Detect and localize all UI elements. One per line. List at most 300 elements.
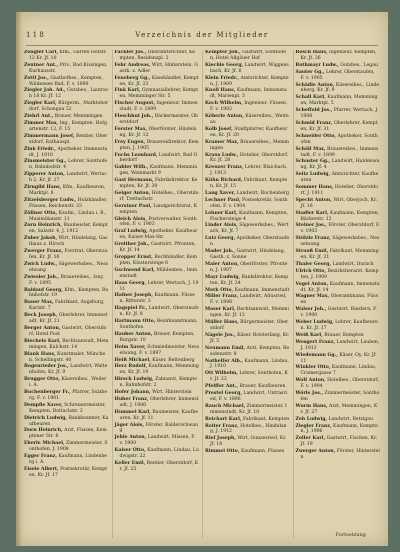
member-entry (115, 377, 200, 389)
member-details: Gastwirt, Pfronten, Kr. Jf. 14 (119, 242, 196, 254)
member-entry (115, 390, 200, 396)
member-entry (24, 114, 109, 120)
member-details: Kaufmann, Kempten, Fischersteige 4 (210, 210, 289, 222)
member-name: Lang Xaver, (205, 190, 236, 196)
member-entry (205, 359, 290, 371)
member-entry (24, 147, 109, 159)
member-details: Oberlehrer, Immenstadt, Kr. Jf. 21 (29, 313, 108, 325)
member-details: Käser, Rettenberg (152, 357, 195, 363)
member-entry (115, 242, 200, 254)
member-entry (24, 467, 109, 479)
member-name: Stadler Karl, (295, 210, 329, 216)
member-entry (115, 306, 200, 318)
member-name: Biechele Karl, (24, 338, 61, 344)
member-entry (296, 185, 381, 197)
member-entry (115, 76, 200, 88)
member-name: Schneider Otto, (295, 133, 337, 139)
member-details: Apotheker, Sonthofen (300, 133, 378, 145)
member-details: Oberamtsrichter, Kempten, Residenzpl. 2 (119, 50, 195, 61)
running-title: Verzeichnis der Mitglieder (135, 31, 269, 39)
member-entry (296, 223, 381, 235)
member-details: Kaufmann, Lindenberg i. A. (29, 454, 107, 465)
member-name: Ziegler Joh. Ad., (24, 88, 66, 94)
member-name: Knoll Hans, (205, 88, 236, 94)
member-entry (296, 50, 381, 62)
member-entry (24, 428, 109, 440)
member-entry (115, 88, 200, 100)
member-name: Ziegler Karl, (24, 101, 57, 107)
member-name: Jehle Anton, (114, 435, 147, 441)
member-entry (296, 424, 381, 436)
member-details: Kaufmann, Füssen, Ritterstr. 3 (119, 293, 195, 305)
member-details: Ingenieur, Füssen, F. v. 1902 (210, 101, 288, 113)
member-details: Arzt, Füssen, Kemptener Str. 6 (29, 428, 107, 440)
member-name: Steiner Jos., (295, 223, 327, 229)
member-entry (24, 236, 109, 248)
member-details: Kaufmann, Memmingen, Weinmarkt 9 (119, 165, 198, 177)
member-details: Zahnarzt, Kempten, Bahnhofstr. 2 (119, 377, 197, 389)
member-entry (205, 294, 290, 306)
member-name: Fink Karl, (114, 88, 141, 94)
member-details: Buchhändler, Kempten, Klostersteige 6 (119, 255, 197, 266)
member-name: Dorn Heinrich, (24, 428, 63, 434)
member-details: Oberlehrer, Immenstadt, J. 1906 (119, 396, 199, 408)
member-name: Zettl Jos., (24, 75, 49, 81)
member-name: Zwerger Anton, (295, 449, 336, 455)
member-name: Zitzelsberger Ludw., (24, 197, 77, 203)
member-entry (296, 83, 381, 95)
member-name: Graf Ludwig, (114, 229, 148, 235)
member-details: Fabrikant, Memmingen, Kr. Jf. 21 (300, 249, 379, 260)
member-entry (296, 134, 381, 146)
member-details: Postsekretär, Sonthofen, F. v. 1904 (210, 197, 288, 209)
member-entry (115, 435, 200, 447)
member-entry (24, 364, 109, 376)
member-entry (296, 159, 381, 171)
member-name: Hofer Johann, (114, 390, 151, 396)
member-name: Schöll Max, (295, 146, 326, 152)
page-footer: Fortsetzung (335, 532, 366, 538)
member-name: Zuber Jakob, (24, 236, 58, 242)
member-name: Heiß Michael, (114, 357, 151, 363)
member-entry (24, 185, 109, 197)
member-details: Gasthofbes., Kempten, Wildensee Bad, F. v. 1890 (29, 75, 104, 87)
member-entry (115, 423, 200, 435)
member-details: Kfm., Garten Hofstr. 12 Kr. Jf. 10 (29, 50, 107, 61)
member-name: Lehner Karl, (205, 210, 238, 216)
member-entry (115, 268, 200, 280)
member-name: Ziegler Franz, (295, 423, 332, 429)
member-details: Landwirt, Untrasried, F. v. 1896 (210, 391, 288, 402)
member-details: Postsekretär, Kempten, Kr. Jf. 17 (29, 466, 108, 478)
member-details: Förster, Oberstdorf, F. v. 1903 (300, 223, 380, 235)
member-name: Kühn Richard, (205, 178, 243, 184)
member-details: Kaufmann, Kempten, J. 1906 (300, 423, 378, 435)
member-name: Heim Xaver, (114, 344, 146, 350)
member-name: Reiter Franz, (205, 423, 239, 429)
member-name: Kaiser Otto, (114, 448, 146, 454)
member-name: Nägele Jos., (205, 332, 236, 338)
column-3 (202, 50, 290, 538)
member-name: Feneberg Gg., (114, 75, 151, 81)
member-name: Hummel Karl, (114, 409, 151, 415)
member-details: Apotheker, Oberstaufen (210, 236, 290, 248)
member-details: Gymnasiallehrer, Kempten, Memminger Str. 5 (119, 88, 199, 100)
member-name: Strauß Emil, (295, 249, 329, 255)
member-entry (296, 391, 381, 403)
member-details: Brauereibes., Immenstadt, F. v. 1899 (300, 146, 379, 158)
member-name: Kraus Ludw., (205, 152, 239, 158)
member-entry (24, 211, 109, 223)
member-details: Bürgerm., Marktoberdorf, Schongau 52 (29, 101, 109, 113)
member-entry (24, 63, 109, 75)
member-details: Forstrat, Oberstaufen, Kr. Jf. 16 (29, 249, 108, 260)
member-details: Fabrikant, Augsburg, Karlstr. 7 (29, 300, 105, 312)
member-details: Gastwirt, Sonthofen, Hotel Allgäuer Hof (210, 50, 287, 61)
member-entry (115, 397, 200, 409)
member-name: Gabler Wilh., (114, 165, 149, 171)
member-details: Kaufmann, Memmingen, Kr. Jf. 19 (119, 364, 199, 376)
member-name: Walser Joh., (295, 307, 327, 313)
member-name: Stölzle Franz, (295, 236, 331, 242)
member-name: Zorn Heinrich, (24, 223, 63, 229)
member-name: Maier Anton, (205, 261, 239, 267)
member-name: Bogenrieder Jos., (24, 364, 69, 370)
member-name: Lechner Paul, (205, 197, 241, 203)
member-name: Wagner Max, (295, 294, 330, 300)
member-name: Hirsch Ludwig, (114, 377, 154, 383)
member-entry (115, 153, 200, 165)
member-name: Ulrich Otto, (295, 268, 327, 274)
member-entry (115, 461, 200, 473)
member-name: Wengert Franz, (295, 339, 335, 345)
member-name: Wiedemann Gg., (295, 352, 338, 358)
member-name: Egger Franz, (24, 454, 57, 460)
member-name: Köberle Anton, (205, 114, 244, 120)
member-details: Pfarrer, Wertach, J. 1908 (300, 108, 379, 120)
member-entry (205, 391, 290, 403)
member-details: Ingenieur, Kempten, Kr. Jf. 26 (300, 50, 377, 61)
member-name: Scheffold Jos., (295, 108, 333, 114)
member-entry (296, 417, 381, 423)
book-page (16, 12, 388, 546)
member-details: Lehrer, Wertach, J. 1911 (119, 280, 199, 292)
member-name: Ott Wilhelm, (205, 371, 238, 377)
member-entry (205, 417, 290, 423)
member-details: Landwirt, Buchenberg (236, 190, 290, 196)
member-name: Keller Emil, (114, 461, 146, 466)
member-name: Mayr Ludwig, (205, 274, 241, 280)
member-entry (24, 223, 109, 235)
member-details: Oberlehrer, Kempten, Kr. Jf. 31 (300, 120, 378, 132)
member-entry (115, 217, 200, 229)
member-details: Lehrer, Sonthofen, Kr. Jf. 22 (210, 371, 288, 383)
member-entry (296, 211, 381, 223)
member-details: Fabrikdirektor, Kempten, Kr. Jf. 30 (119, 178, 198, 190)
member-name: Ziehrl Ant., (24, 114, 54, 120)
member-details: Landwirt, Waltenhofen, Kr. Jf. 9 (29, 364, 108, 376)
member-details: Gutsbes., Legau (340, 62, 378, 68)
member-name: Herz Rudolf, (114, 364, 148, 370)
member-entry (205, 76, 290, 88)
member-details: Ingenieur, Immenstadt, F. v. 1899 (119, 101, 198, 113)
member-entry (205, 211, 290, 223)
member-name: Rothmayr Ludw., (295, 62, 339, 68)
member-details: Gastwirt, Fischen, Kr. Jf. 19 (300, 436, 378, 448)
member-name: Weber Ludwig, (295, 320, 334, 326)
member-details: Käsereibes., Lindenberg, Kr. Jf. 9 (300, 82, 380, 94)
member-entry (115, 165, 200, 177)
member-details: Gastwirt, Riezlern, F. v. 1900 (300, 307, 378, 319)
page-header (26, 31, 378, 43)
member-entry (24, 326, 109, 338)
member-details: Rentier, Oberstdorf, Rathauspl. (29, 133, 108, 145)
member-name: Reichart Karl, (205, 416, 242, 422)
member-columns (24, 50, 380, 538)
member-name: Seitz Ludwig, (295, 172, 331, 178)
member-details: Oberamtmann, Füssen (300, 294, 378, 306)
member-entry (24, 454, 109, 466)
member-details: Kaufmann, Lindau, Cramergasse 7 (300, 365, 377, 377)
member-entry (296, 198, 381, 210)
member-details: Ing., Kempten, Hofgartenstr. 12, F. 15 (29, 120, 107, 132)
member-entry (115, 229, 200, 241)
member-entry (115, 191, 200, 203)
member-entry (115, 204, 200, 216)
member-name: Fehr Andreas, (114, 62, 151, 68)
member-name: Schall Karl, (295, 95, 326, 101)
member-details: Wirt, Oberjoch, Kr. Jf. 16 (300, 197, 378, 209)
member-details: Priv., Bad Kissingen, Kurhausstr. (29, 62, 108, 74)
member-details: Sägewerksbes., Wertach, Kr. Jf. 7 (210, 223, 289, 235)
member-entry (205, 404, 290, 416)
member-entry (296, 378, 381, 390)
member-details: Wirt, Hinterstein, Gasth. z. Adler (119, 62, 199, 74)
member-details: Zimmermeister, Sonthofen, J. 1908 (29, 441, 108, 453)
member-details: Wirt, Hindelang, Gasthaus z. Hirsch (29, 236, 108, 248)
member-entry (24, 352, 109, 364)
member-entry (205, 449, 290, 455)
member-details: Käser, Oy, Kr. Jf. 11 (300, 352, 377, 364)
member-details: Wirt, Gunzesried, Kr. Jf. 18 (210, 436, 287, 448)
member-name: Hauber Anton, (114, 331, 153, 337)
member-details: Bezirksamtmann, Sonthofen (119, 319, 198, 330)
member-name: Gast Hermann, (114, 178, 154, 184)
member-name: Merk Otto, (205, 287, 234, 293)
member-name: Dietrich Ludwig, (24, 415, 67, 421)
member-details: Amtsrichter, Kaufbeuren (300, 172, 379, 184)
member-details: Lehrer, Kaufbeuren, Kr. Jf. 17 (300, 320, 378, 331)
binding-shadow (16, 12, 22, 546)
member-name: Müller Hans, (205, 320, 239, 326)
member-details: Käser, Bolsterlang, Kr. Jf. 5 (210, 332, 290, 344)
member-name: Greither Joh., (114, 242, 150, 248)
member-entry (296, 436, 381, 448)
member-details: Apotheker, Kaufbeuren, Kaiser-Max-Str. (119, 229, 198, 241)
member-entry (296, 63, 381, 69)
member-details: Arzt, Kempten, Residenzstr. 8 (210, 345, 290, 357)
member-entry (24, 101, 109, 113)
member-details: Brauer, Kempten, Burgstr. 10 (119, 331, 195, 343)
member-details: Hotelbes., Oberstdorf, F. v. 1904 (300, 378, 380, 390)
member-name: Dempfle Xaver, (24, 402, 63, 408)
member-details: Zimmermeister, Immenstadt, Kr. Jf. 10 (210, 403, 287, 415)
member-entry (205, 114, 290, 126)
member-entry (296, 236, 381, 248)
member-details: Landwirt, Wiggensbach, Kr. Jf. 6 (210, 62, 289, 74)
member-details: Brauer, Kaufbeuren (239, 384, 286, 390)
member-entry (205, 275, 290, 287)
member-name: Kolb Josef, (205, 126, 233, 132)
member-name: Sauter Gg., (295, 69, 325, 75)
member-name: Wörle Jos., (295, 391, 324, 397)
member-details: Kaufmann, Immenstadt (234, 287, 290, 293)
member-entry (205, 101, 290, 113)
member-entry (296, 108, 381, 120)
member-details: Bezirkstierarzt, Kempten, J. 1909 (300, 268, 379, 280)
member-entry (296, 320, 381, 332)
member-entry (24, 159, 109, 171)
member-name: Haas Georg, (114, 280, 147, 286)
member-entry (205, 140, 290, 152)
member-entry (205, 424, 290, 436)
member-name: Hafner Joseph, (114, 293, 153, 299)
member-entry (296, 404, 381, 416)
member-details: Rentier, Oberstdorf, Kr. Jf. 25 (119, 461, 199, 472)
member-entry (296, 95, 381, 107)
member-details: Postverwalter, Sonthofen, F. v. 1903 (119, 216, 197, 228)
member-details: Bankdirektor, Kempten, Kr. Jf. 24 (210, 274, 289, 286)
member-name: Huber Franz, (114, 396, 149, 402)
member-name: Nothelfer Alb., (205, 358, 244, 364)
member-details: Brauer, Memmingen (54, 114, 103, 120)
member-entry (115, 127, 200, 139)
member-entry (115, 63, 200, 75)
member-entry (24, 377, 109, 389)
member-entry (296, 172, 381, 184)
member-details: Rechtsanwalt, Memmingen, Kr. Jf. 13 (210, 307, 290, 319)
member-entry (24, 416, 109, 428)
member-entry (115, 345, 200, 357)
member-entry (296, 353, 381, 365)
member-entry (24, 441, 109, 453)
member-details: Kfm., Kaufbeuren, Marktpl. 8 (29, 185, 106, 196)
member-name: Gschwend Karl, (114, 267, 155, 273)
member-details: Förster, Balderschwang (119, 422, 198, 434)
member-entry (24, 249, 109, 261)
member-entry (296, 269, 381, 281)
member-name: Brugger Otto, (24, 377, 60, 383)
member-entry (205, 436, 290, 448)
member-entry (115, 448, 200, 460)
member-entry (205, 198, 290, 210)
member-name: Baldauf Georg, (24, 287, 63, 293)
member-name: Koch Wilhelm, (205, 101, 243, 107)
member-entry (205, 178, 290, 190)
member-name: Zöllner Otto, (24, 210, 58, 216)
member-name: Gerstner Paul, (114, 203, 152, 209)
member-details: Amtsrichter, Kempten, J. 1909 (210, 75, 289, 87)
member-entry (115, 358, 200, 364)
member-details: Arzt, Memmingen, Kr. Jf. 27 (300, 403, 378, 415)
member-details: Kaufmann, Lindau, J. 1910 (210, 358, 289, 370)
member-name: Beck Joseph, (24, 313, 58, 319)
member-details: Kfm., Kempten, Bahnhofstr. 19 (29, 287, 109, 299)
member-name: Fleschhut Joh., (114, 114, 154, 120)
member-entry (24, 390, 109, 402)
member-name: Pfeiffer Ant., (205, 384, 239, 390)
member-entry (115, 410, 200, 422)
member-entry (205, 346, 290, 358)
member-entry (296, 121, 381, 133)
member-details: Hotelier, Oberstdorf, J. 1911 (300, 185, 378, 196)
header-rule (26, 45, 378, 46)
member-entry (24, 275, 109, 287)
member-name: Zeh Ludwig, (295, 416, 328, 422)
member-name: Forster Max, (114, 126, 148, 132)
member-entry (205, 371, 290, 383)
member-details: Lehrer, Blaichach, J. 1913 (210, 165, 288, 177)
member-name: Kreuzer Franz, (205, 165, 244, 171)
member-details: Landwirt, Lauben, J. 1913 (300, 339, 380, 351)
member-entry (24, 403, 109, 415)
member-name: Zwerger Franz, (24, 249, 63, 255)
member-name: Schuster Gg., (295, 159, 331, 165)
member-name: Buchenberger Fr., (24, 390, 71, 396)
column-2 (112, 50, 200, 538)
member-entry (24, 50, 109, 62)
member-entry (115, 364, 200, 376)
member-entry (115, 281, 200, 293)
member-details: Bäckermeister, Oberstdorf (119, 114, 198, 125)
member-name: Zwick Ludw., (24, 261, 58, 267)
member-details: Schreinermeister, Kempten, Rottachstr. 3 (29, 402, 106, 414)
member-entry (205, 384, 290, 390)
member-entry (296, 307, 381, 319)
member-entry (24, 88, 109, 100)
member-entry (205, 50, 290, 62)
member-entry (24, 172, 109, 184)
member-name: Gleich Alois, (114, 216, 147, 222)
member-details: Baumeister, Kaufbeuren, Kr. Jf. 11 (119, 409, 199, 421)
member-details: Rechtsanwalt, Memmingen, Kalchstr. 14 (29, 338, 109, 350)
member-details: Landgerichtsrat, Kempten (119, 203, 198, 215)
member-details: Bankbeamter, Kaufbeuren (29, 415, 109, 427)
member-details: Gutsbes., Lautrach 18 Kr. Jf. 12 (29, 88, 109, 100)
member-details: Kaufmann, Memmingen, Marktpl. 5 (300, 95, 378, 107)
member-name: Rösch Hans, (295, 50, 328, 55)
member-entry (205, 236, 290, 248)
member-details: Landwirt, Haldenwang, Kr. Jf. 4 (300, 159, 380, 171)
member-details: Wirt, Hinterstein (152, 390, 192, 396)
member-entry (205, 165, 290, 177)
member-name: Kiechle Georg, (205, 62, 244, 68)
member-details: Förster, Hinterstein (300, 449, 380, 461)
member-details: Kunstmaler, München, Schellingstr. 40 (29, 351, 106, 363)
member-name: Linder Alois, (205, 223, 238, 229)
page-number: 1 1 8 (26, 31, 44, 39)
member-entry (296, 282, 381, 294)
member-name: Eisele Albert, (24, 466, 59, 472)
member-details: Kaufm., Lindau i. B., Maximilianstr. 11 (29, 210, 107, 222)
member-details: Fabrikant, Kempten (242, 416, 290, 422)
member-name: Jäger Alois, (114, 422, 145, 428)
member-name: Miller Franz, (205, 294, 239, 300)
member-details: Kaufmann, Immenstadt, Kr. Jf. 14 (300, 281, 380, 293)
member-details: Landwirt, Altusried, F. v. 1898 (210, 294, 287, 306)
member-details: Hotelbes., Hindelang, J. 1912 (210, 423, 287, 435)
member-name: Winkler Otto, (295, 365, 331, 371)
